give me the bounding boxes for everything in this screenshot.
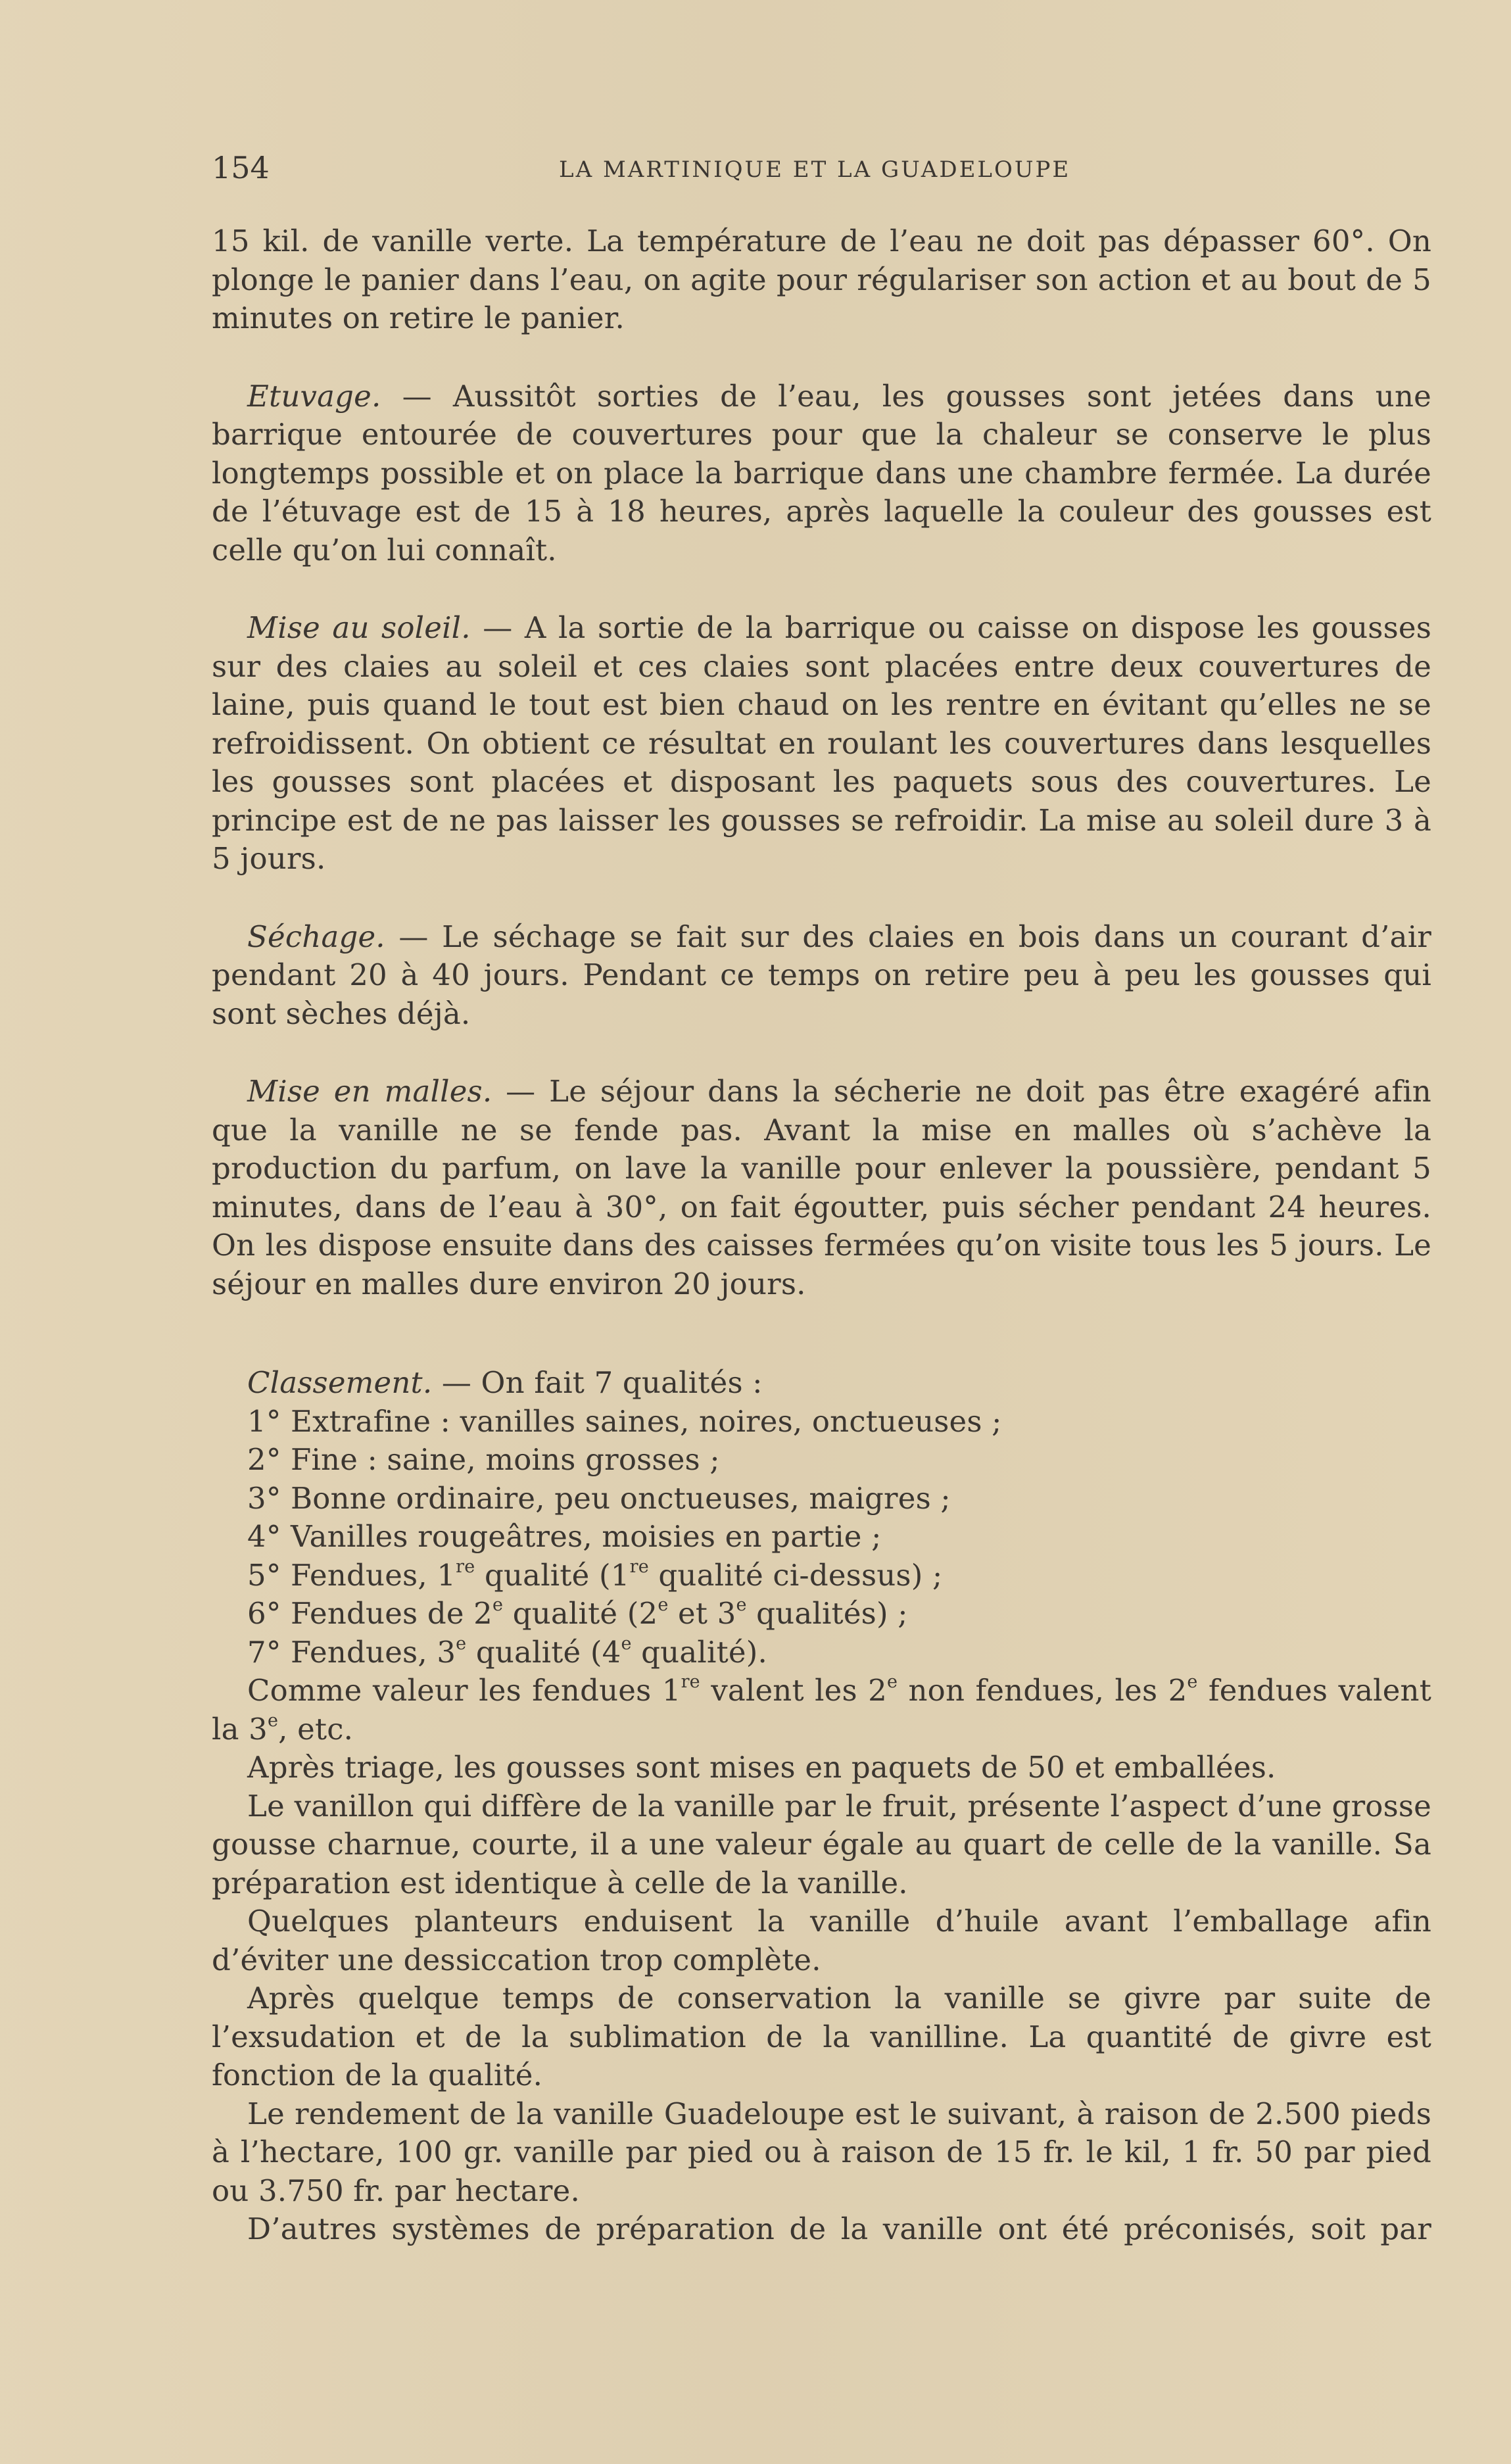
text-run: , etc. bbox=[278, 1711, 354, 1747]
text-run: fendues valent la 3 bbox=[212, 1673, 1431, 1747]
item-text: Fendues de 2 bbox=[281, 1596, 492, 1631]
section-text-etuvage: — Aussitôt sorties de l’eau, les gousses sont jetées dans une barrique entourée de couvertures pour que la chaleur se conserve le plus longtemps possible et on place la barrique dans une chambre fermée. La durée de l’étuvage est de 15 à 18 heures, après laquelle la couleur des gousses est celle qu’on lui connaît. bbox=[212, 378, 1431, 568]
item-text: Fendues, 3 bbox=[281, 1634, 456, 1670]
section-text-sechage: — Le séchage se fait sur des claies en bois dans un courant d’air pendant 20 à 40 jours. Pendant ce temps on retire peu à peu les gousses qui sont sèches déjà. bbox=[212, 919, 1431, 1031]
paragraph-valeur bbox=[212, 1672, 1431, 1749]
paragraph-vanillon: Le vanillon qui diffère de la vanille par le fruit, présente l’aspect d’une grosse gousse charnue, courte, il a une valeur égale au quart de celle de la vanille. Sa préparation est identique à celle de la vanille. bbox=[212, 1788, 1431, 1900]
paragraph-givre: Après quelque temps de conservation la vanille se givre par suite de l’exsudation et de la sublimation de la vanilline. La quantité de givre est fonction de la qualité. bbox=[212, 1981, 1431, 2092]
item-number: 5° bbox=[247, 1557, 281, 1593]
list-item bbox=[212, 1403, 1431, 1441]
superscript: re bbox=[681, 1671, 700, 1692]
item-text: Fine : saine, moins grosses ; bbox=[281, 1442, 720, 1477]
superscript: re bbox=[456, 1556, 475, 1577]
section-term-soleil: Mise au soleil. bbox=[247, 610, 471, 645]
item-text: Extrafine : vanilles saines, noires, onctueuses ; bbox=[281, 1403, 1002, 1439]
book-page bbox=[212, 150, 1431, 2249]
paragraph-etuvage bbox=[212, 377, 1431, 570]
item-number: 6° bbox=[247, 1596, 281, 1631]
list-item bbox=[212, 1480, 1431, 1518]
running-header bbox=[212, 150, 1431, 189]
superscript: re bbox=[629, 1556, 649, 1577]
section-term-sechage: Séchage. bbox=[247, 919, 385, 954]
item-text: qualité (1 bbox=[475, 1557, 630, 1593]
superscript: e bbox=[492, 1594, 504, 1615]
paragraph-classement bbox=[212, 1364, 1431, 1403]
paragraph-triage: Après triage, les gousses sont mises en paquets de 50 et emballées. bbox=[247, 1750, 1276, 1785]
item-text: qualité ci-dessus) ; bbox=[648, 1557, 943, 1593]
item-number: 1° bbox=[247, 1403, 281, 1439]
running-title: LA MARTINIQUE ET LA GUADELOUPE bbox=[559, 157, 1071, 183]
superscript: e bbox=[736, 1594, 747, 1615]
text-run: Comme valeur les fendues 1 bbox=[247, 1673, 681, 1708]
section-text-soleil: — A la sortie de la barrique ou caisse on dispose les gousses sur des claies au soleil et ces claies sont placées entre deux couvertures de laine, puis quand le tout est bien chaud on les rentre en évitant qu’elles ne se refroidissent. On obtient ce résultat en roulant les couvertures dans lesquelles les gousses sont placées et disposant les paquets sous des couvertures. Le principe est de ne pas laisser les gousses se refroidir. La mise au soleil dure 3 à 5 jours. bbox=[212, 610, 1431, 876]
list-item bbox=[212, 1557, 1431, 1595]
item-number: 3° bbox=[247, 1480, 281, 1516]
section-term-classement: Classement. bbox=[247, 1365, 433, 1400]
paragraph-rendement: Le rendement de la vanille Guadeloupe est le suivant, à raison de 2.500 pieds à l’hectare, 100 gr. vanille par pied ou à raison de 15 fr. le kil, 1 fr. 50 par pied ou 3.750 fr. par hectare. bbox=[212, 2096, 1431, 2208]
list-item bbox=[212, 1441, 1431, 1480]
paragraph-huile: Quelques planteurs enduisent la vanille d’huile avant l’emballage afin d’éviter une dessiccation trop complète. bbox=[212, 1904, 1431, 1977]
superscript: e bbox=[267, 1710, 279, 1731]
item-text: et 3 bbox=[668, 1596, 736, 1631]
item-text: qualité (4 bbox=[466, 1634, 621, 1670]
item-text: qualité). bbox=[631, 1634, 767, 1670]
section-term-etuvage: Etuvage. bbox=[247, 378, 381, 414]
item-number: 4° bbox=[247, 1519, 281, 1554]
paragraph-mise-en-malles bbox=[212, 1073, 1431, 1303]
paragraph-continued: 15 kil. de vanille verte. La température de l’eau ne doit pas dépasser 60°. On plonge le panier dans l’eau, on agite pour régulariser son action et au bout de 5 minutes on retire le panier. bbox=[212, 224, 1431, 335]
paragraph-mise-au-soleil bbox=[212, 609, 1431, 879]
section-term-malles: Mise en malles. bbox=[247, 1074, 492, 1109]
superscript: e bbox=[658, 1594, 669, 1615]
superscript: e bbox=[1187, 1671, 1198, 1692]
list-item bbox=[212, 1595, 1431, 1633]
item-text: Bonne ordinaire, peu onctueuses, maigres ; bbox=[281, 1480, 951, 1516]
item-number: 2° bbox=[247, 1442, 281, 1477]
list-item bbox=[212, 1518, 1431, 1557]
quality-list bbox=[212, 1403, 1431, 1672]
section-text-classement: — On fait 7 qualités : bbox=[432, 1365, 763, 1400]
superscript: e bbox=[886, 1671, 898, 1692]
text-run: valent les 2 bbox=[700, 1673, 887, 1708]
item-text: Vanilles rougeâtres, moisies en partie ; bbox=[281, 1519, 882, 1554]
body-text bbox=[212, 222, 1431, 2249]
section-text-malles: — Le séjour dans la sécherie ne doit pas être exagéré afin que la vanille ne se fende pas. Avant la mise en malles où s’achève la production du parfum, on lave la vanille pour enlever la poussière, pendant 5 minutes, dans de l’eau à 30°, on fait égoutter, puis sécher pendant 24 heures. On les dispose ensuite dans des caisses fermées qu’on visite tous les 5 jours. Le séjour en malles dure environ 20 jours. bbox=[212, 1074, 1431, 1301]
item-number: 7° bbox=[247, 1634, 281, 1670]
page-number: 154 bbox=[212, 150, 270, 185]
superscript: e bbox=[456, 1633, 467, 1654]
paragraph-autres-systemes: D’autres systèmes de préparation de la vanille ont été préconisés, soit par bbox=[247, 2211, 1431, 2246]
superscript: e bbox=[621, 1633, 632, 1654]
item-text: qualité (2 bbox=[503, 1596, 658, 1631]
item-text: Fendues, 1 bbox=[281, 1557, 456, 1593]
list-item bbox=[212, 1633, 1431, 1672]
text-run: non fendues, les 2 bbox=[898, 1673, 1187, 1708]
paragraph-sechage bbox=[212, 918, 1431, 1034]
item-text: qualités) ; bbox=[746, 1596, 908, 1631]
